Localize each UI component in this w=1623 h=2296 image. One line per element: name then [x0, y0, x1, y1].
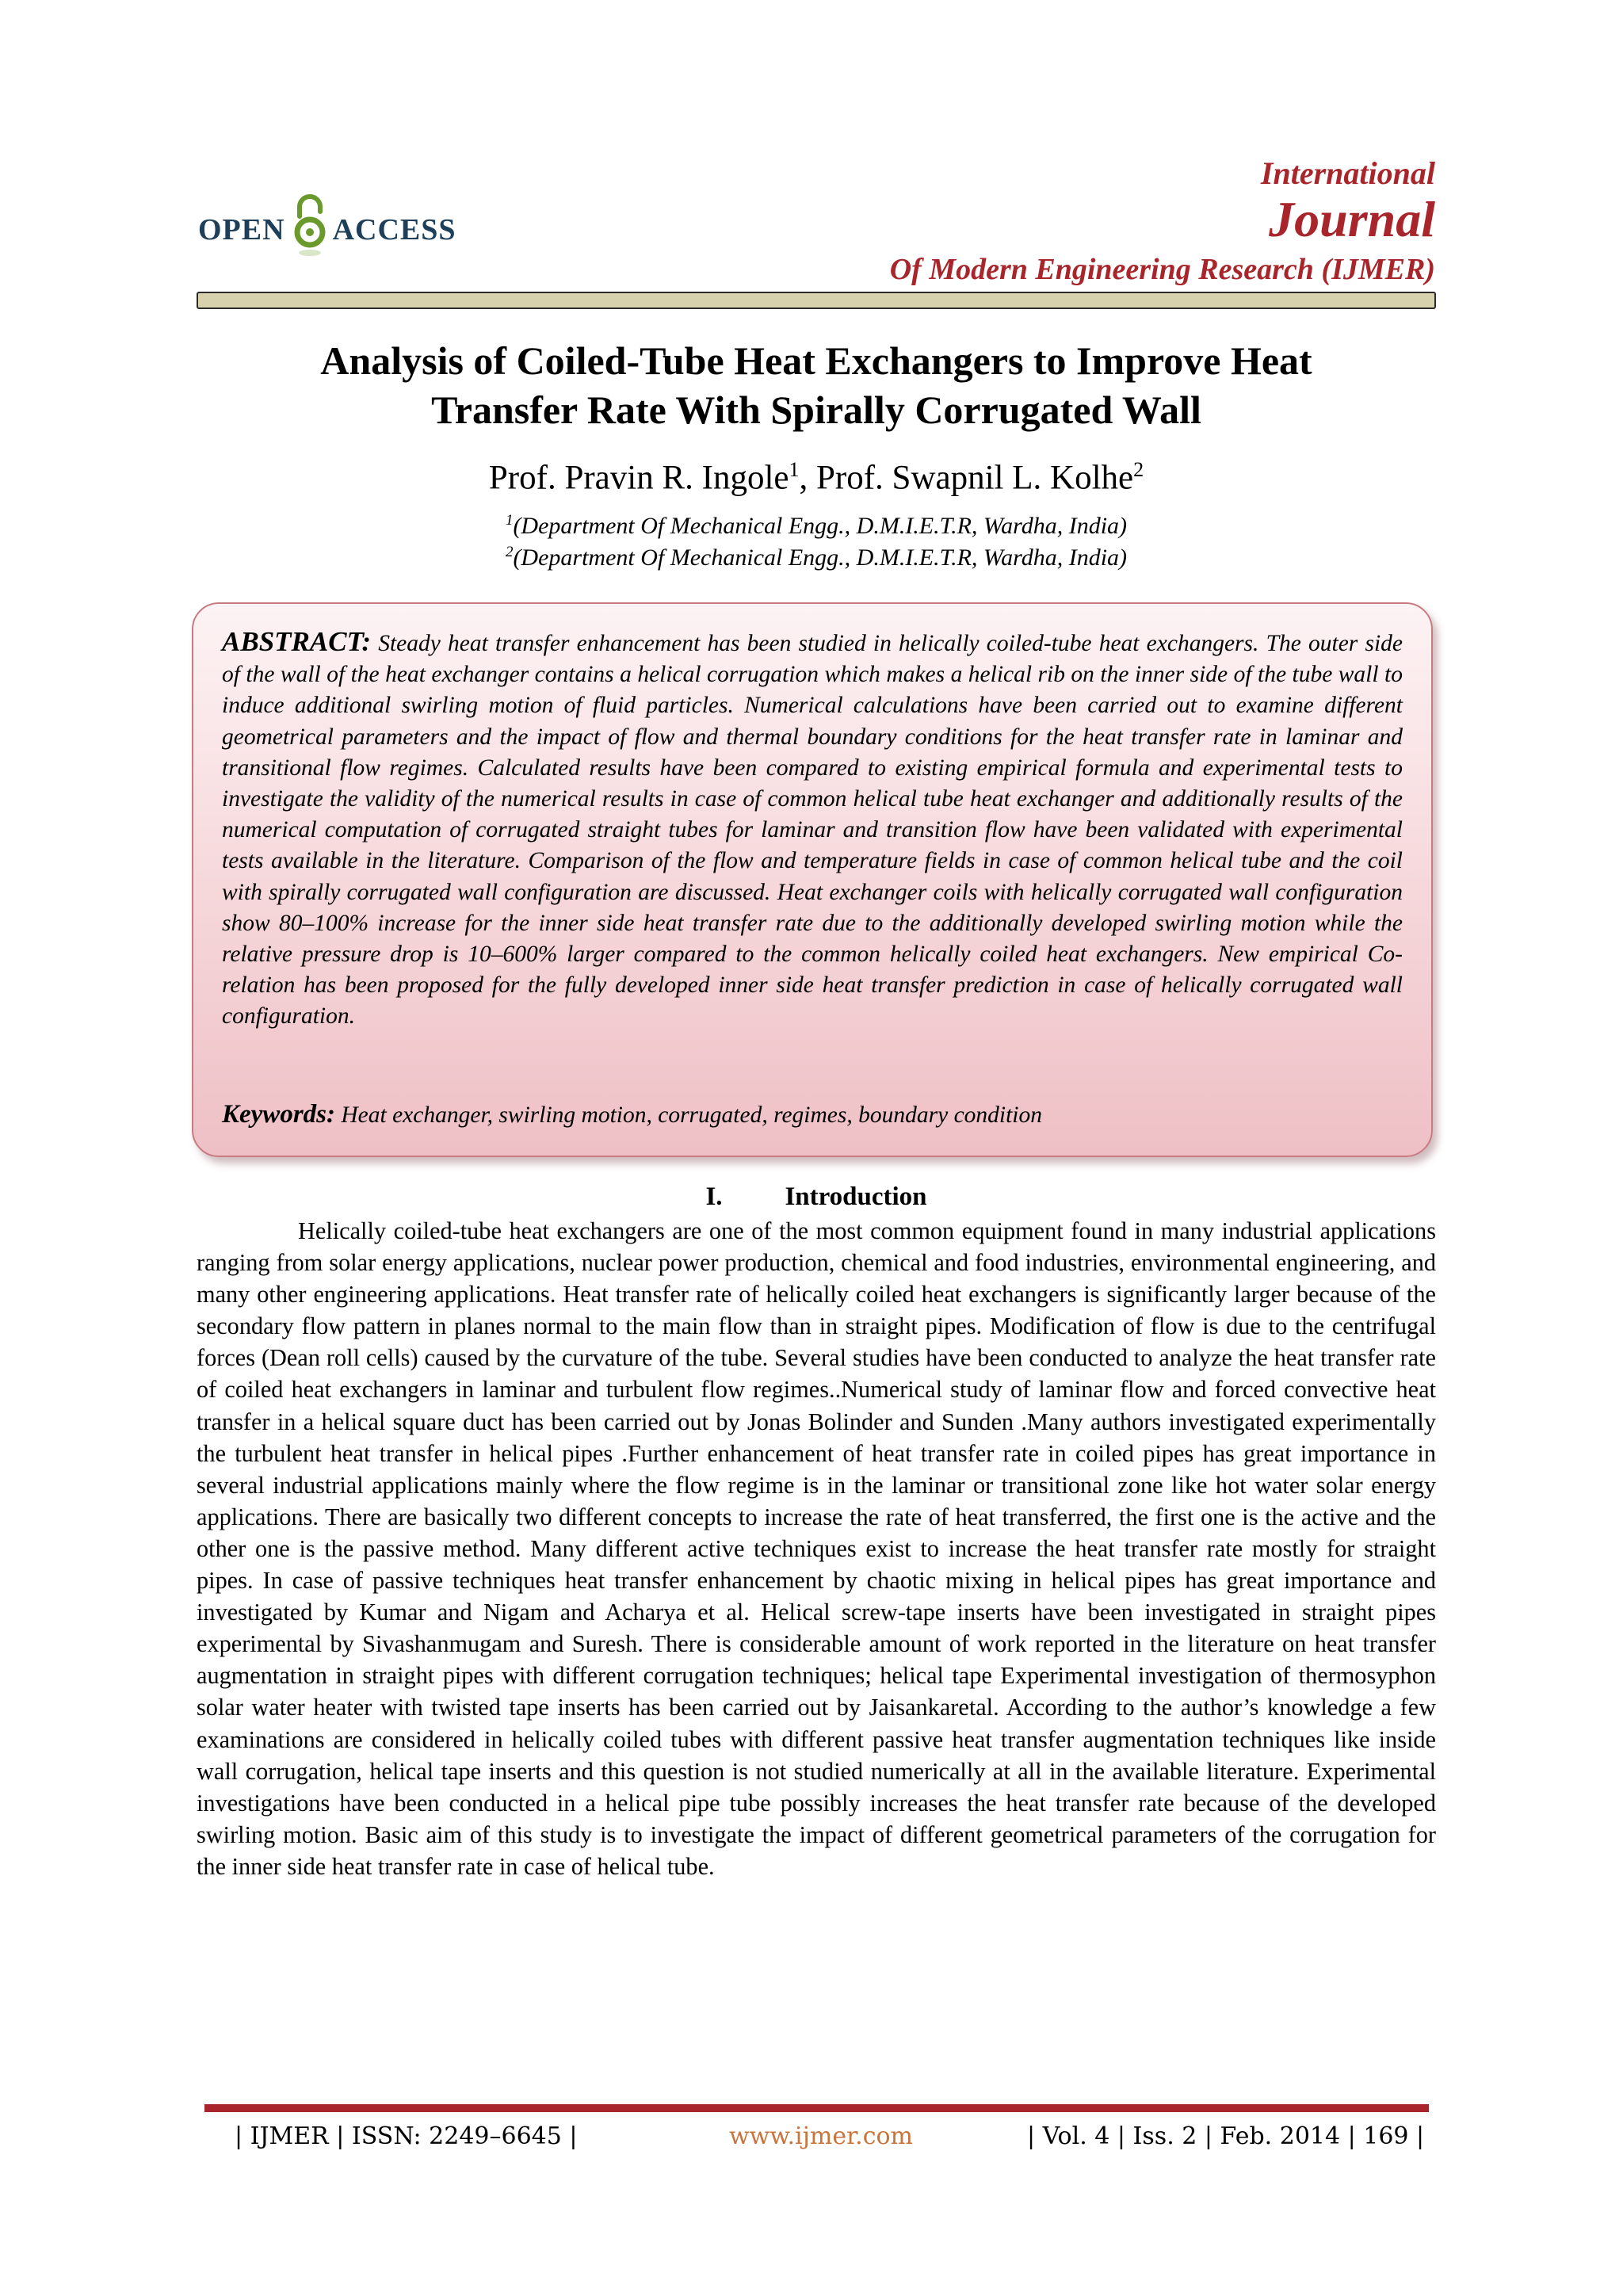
affiliation-1-text: (Department Of Mechanical Engg., D.M.I.E.T.R, Wardha, India): [513, 513, 1128, 539]
journal-subtitle: Of Modern Engineering Research (IJMER): [889, 253, 1435, 286]
abstract-paragraph: [222, 626, 1403, 1033]
affiliation-1: [197, 512, 1436, 540]
section-title: Introduction: [785, 1182, 927, 1211]
author-2: Prof. Swapnil L. Kolhe: [816, 459, 1134, 497]
paper-title: [197, 336, 1436, 434]
journal-international: International: [1260, 155, 1435, 191]
keywords-heading: Keywords:: [222, 1100, 335, 1129]
footer-issn: | IJMER | ISSN: 2249–6645 |: [235, 2122, 578, 2150]
open-access-lock-icon: [285, 193, 333, 267]
footer-volume-page: | Vol. 4 | Iss. 2 | Feb. 2014 | 169 |: [1027, 2122, 1425, 2150]
title-line-2: Transfer Rate With Spirally Corrugated Wall: [431, 388, 1201, 432]
author-1: Prof. Pravin R. Ingole: [488, 459, 789, 497]
affiliation-1-superscript: 1: [505, 512, 514, 529]
author-list: [197, 458, 1436, 497]
journal-name: Journal: [1269, 191, 1435, 247]
access-word: ACCESS: [332, 213, 456, 246]
footer-website-link[interactable]: www.ijmer.com: [729, 2122, 914, 2150]
section-number: I.: [705, 1182, 723, 1211]
author-1-superscript: 1: [789, 458, 800, 481]
author-separator: ,: [799, 459, 816, 497]
keywords-line: [222, 1100, 1403, 1129]
footer-divider: [204, 2104, 1429, 2112]
open-word: OPEN: [198, 213, 285, 246]
introduction-paragraph: Helically coiled-tube heat exchangers are one of the most common equipment found in many industrial applications ranging from solar energy applications, nuclear power production, chemical and food industries, environmental engineering, and many other engineering applications. Heat transfer rate of helically coiled heat exchangers is significantly larger because of the secondary flow pattern in planes normal to the main flow than in straight pipes. Modification of flow is due to the centrifugal forces (Dean roll cells) caused by the curvature of the tube. Several studies have been conducted to analyze the heat transfer rate of coiled heat exchangers in laminar and turbulent flow regimes..Numerical study of laminar flow and forced convective heat transfer in a helical square duct has been carried out by Jonas Bolinder and Sunden .Many authors investigated experimentally the turbulent heat transfer in helical pipes .Further enhancement of heat transfer rate in coiled pipes has great importance in several industrial applications mainly where the flow regime is in the laminar or transitional zone like hot water solar energy applications. There are basically two different concepts to increase the rate of heat transferred, the first one is the active and the other one is the passive method. Many different active techniques exist to increase the heat transfer rate mostly for straight pipes. In case of passive techniques heat transfer enhancement by chaotic mixing in helical pipes has great importance and investigated by Kumar and Nigam and Acharya et al. Helical screw-tape inserts have been investigated in straight pipes experimental by Sivashanmugam and Suresh. There is considerable amount of work reported in the literature on heat transfer augmentation in straight pipes with different corrugation techniques; helical tape Experimental investigation of thermosyphon solar water heater with twisted tape inserts has been carried out by Jaisankaretal. According to the author’s knowledge a few examinations are considered in helically coiled tubes with different passive heat transfer augmentation techniques like inside wall corrugation, helical tape inserts and this question is not studied numerically at all in the available literature. Experimental investigations have been conducted in a helical pipe tube possibly increases the heat transfer rate because of the developed swirling motion. Basic aim of this study is to investigate the impact of different geometrical parameters of the corrugation for the inner side heat transfer rate in case of helical tube.: [197, 1217, 1436, 1880]
abstract-heading: ABSTRACT:: [222, 626, 372, 657]
affiliation-2-superscript: 2: [505, 544, 514, 560]
keywords-text: Heat exchanger, swirling motion, corrugated, regimes, boundary condition: [341, 1102, 1043, 1128]
affiliation-2: [197, 544, 1436, 571]
header-divider: [197, 292, 1436, 309]
open-access-logo: [198, 194, 456, 266]
section-heading-introduction: [197, 1182, 1436, 1212]
affiliation-2-text: (Department Of Mechanical Engg., D.M.I.E.T.R, Wardha, India): [513, 544, 1128, 571]
title-line-1: Analysis of Coiled-Tube Heat Exchangers to Improve Heat: [320, 338, 1312, 383]
abstract-body: Steady heat transfer enhancement has been studied in helically coiled-tube heat exchangers. The outer side of the wall of the heat exchanger contains a helical corrugation which makes a helical rib on the inner side of the tube wall to induce additional swirling motion of fluid particles. Numerical calculations have been carried out to examine different geometrical parameters and the impact of flow and thermal boundary conditions for the heat transfer rate in laminar and transitional flow regimes. Calculated results have been compared to existing empirical formula and experimental tests to investigate the validity of the numerical results in case of common helical tube heat exchanger and additionally results of the numerical computation of corrugated straight tubes for laminar and transition flow have been validated with experimental tests available in the literature. Comparison of the flow and temperature fields in case of common helical tube and the coil with spirally corrugated wall configuration are discussed. Heat exchanger coils with helically corrugated wall configuration show 80–100% increase for the inner side heat transfer rate due to the additionally developed swirling motion while the relative pressure drop is 10–600% larger compared to the common helically coiled heat exchangers. New empirical Co-relation has been proposed for the fully developed inner side heat transfer prediction in case of helically corrugated wall configuration.: [222, 631, 1403, 1030]
author-2-superscript: 2: [1133, 458, 1144, 481]
